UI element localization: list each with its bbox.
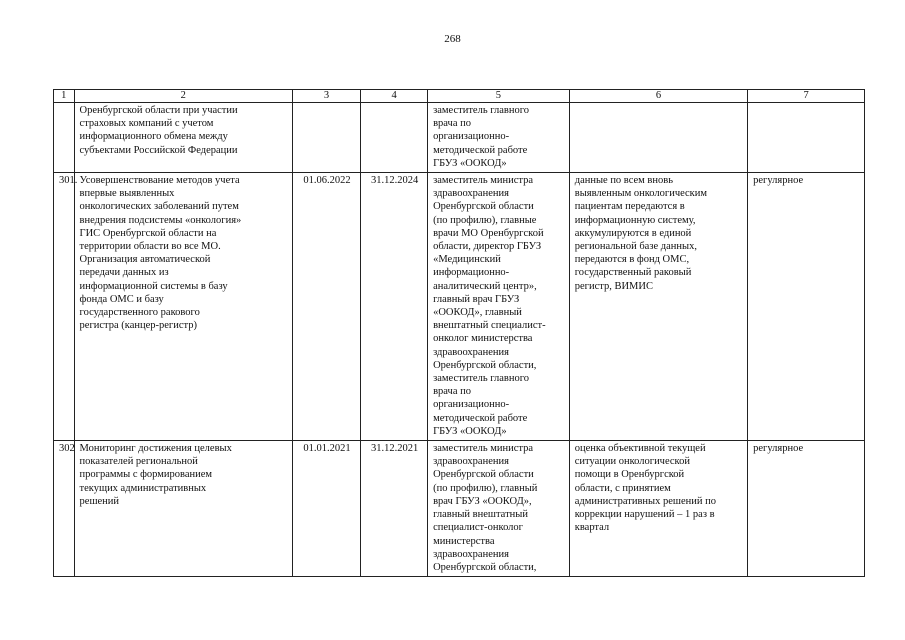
cell-text-line: Усовершенствование методов учета	[79, 175, 240, 187]
cell-text-line: пациентам передаются в	[574, 201, 685, 213]
cell-text-line: ГБУЗ «ООКОД»	[433, 157, 507, 169]
column-header: 2	[74, 90, 292, 103]
cell-text-line: онкологических заболеваний путем	[79, 201, 239, 213]
table-row	[54, 103, 865, 173]
cell-text-line: заместитель министра	[433, 175, 534, 187]
cell-text-line: организационно-	[433, 131, 510, 143]
cell-text-line: оценка объективной текущей	[574, 443, 706, 455]
responsible-cell	[428, 103, 570, 173]
end-date-cell	[361, 103, 428, 173]
cell-text-line: государственного ракового	[79, 307, 200, 319]
column-header: 3	[292, 90, 360, 103]
periodicity-cell: регулярное	[748, 441, 865, 577]
cell-text-line: региональной базе данных,	[574, 241, 697, 253]
cell-text-line: информационной системы в базу	[79, 280, 228, 292]
cell-text-line: здравоохранения	[433, 346, 509, 358]
cell-text-line: решений	[79, 495, 120, 507]
row-number-cell: 301.	[54, 173, 75, 441]
cell-text-line: программы с формированием	[79, 469, 213, 481]
cell-text-line: помощи в Оренбургской	[574, 469, 685, 481]
cell-text-line: методической работе	[433, 412, 528, 424]
cell-text-line: специалист-онколог	[433, 522, 523, 534]
cell-text-line: субъектами Российской Федерации	[79, 144, 238, 156]
cell-text-line: передаются в фонд ОМС,	[574, 254, 690, 266]
column-header: 7	[748, 90, 865, 103]
cell-text-line: аккумулируются в единой	[574, 227, 692, 239]
cell-text-line: (по профилю), главный	[433, 482, 538, 494]
table-row	[54, 441, 865, 577]
cell-text-line: административных решений по	[574, 495, 716, 507]
cell-text-line: ситуации онкологической	[574, 456, 690, 468]
cell-text-line: квартал	[574, 522, 610, 534]
cell-text-line: министерства	[433, 535, 495, 547]
cell-text-line: онколог министерства	[433, 333, 533, 345]
column-header: 1	[54, 90, 75, 103]
cell-text-line: организационно-	[433, 399, 510, 411]
column-header-row	[54, 90, 865, 103]
expected-result-cell	[569, 173, 747, 441]
cell-text-line: области, с принятием	[574, 482, 671, 494]
cell-text-line: Оренбургской области	[433, 469, 534, 481]
cell-text-line: здравоохранения	[433, 456, 509, 468]
responsible-cell	[428, 441, 570, 577]
cell-text-line: фонда ОМС и базу	[79, 293, 164, 305]
cell-text-line: «Медицинский	[433, 254, 501, 266]
expected-result-cell	[569, 103, 747, 173]
column-header: 6	[569, 90, 747, 103]
row-number-cell: 302	[54, 441, 75, 577]
cell-text-line: заместитель министра	[433, 443, 534, 455]
cell-text-line: регистра (канцер-регистр)	[79, 320, 197, 332]
start-date-cell	[292, 103, 360, 173]
cell-text-line: Оренбургской области,	[433, 561, 537, 573]
cell-text-line: информационную систему,	[574, 214, 696, 226]
cell-text-line: ГБУЗ «ООКОД»	[433, 425, 507, 437]
cell-text-line: ГИС Оренбургской области на	[79, 227, 217, 239]
cell-text-line: текущих административных	[79, 482, 207, 494]
cell-text-line: врача по	[433, 386, 471, 398]
page-number: 268	[444, 33, 461, 45]
cell-text-line: Оренбургской области	[433, 201, 534, 213]
cell-text-line: выявленным онкологическим	[574, 188, 708, 200]
column-header: 5	[428, 90, 570, 103]
cell-text-line: аналитический центр»,	[433, 280, 537, 292]
end-date-cell: 31.12.2024	[361, 173, 428, 441]
start-date-cell: 01.01.2021	[292, 441, 360, 577]
cell-text-line: Организация автоматической	[79, 254, 211, 266]
cell-text-line: Оренбургской области,	[433, 359, 537, 371]
cell-text-line: врачи МО Оренбургской	[433, 227, 544, 239]
periodicity-cell: регулярное	[748, 173, 865, 441]
cell-text-line: методической работе	[433, 144, 528, 156]
cell-text-line: территории области во все МО.	[79, 241, 221, 253]
cell-text-line: внештатный специалист-	[433, 320, 546, 332]
cell-text-line: Мониторинг достижения целевых	[79, 443, 232, 455]
cell-text-line: страховых компаний с учетом	[79, 118, 214, 130]
measure-description-cell	[74, 441, 292, 577]
cell-text-line: здравоохранения	[433, 188, 509, 200]
cell-text-line: Оренбургской области при участии	[79, 105, 238, 116]
measures-table	[53, 89, 865, 577]
start-date-cell: 01.06.2022	[292, 173, 360, 441]
cell-text-line: врач ГБУЗ «ООКОД»,	[433, 495, 532, 507]
cell-text-line: информационного обмена между	[79, 131, 228, 143]
cell-text-line: (по профилю), главные	[433, 214, 537, 226]
cell-text-line: передачи данных из	[79, 267, 169, 279]
expected-result-cell	[569, 441, 747, 577]
responsible-cell	[428, 173, 570, 441]
cell-text-line: здравоохранения	[433, 548, 509, 560]
end-date-cell: 31.12.2021	[361, 441, 428, 577]
measure-description-cell	[74, 173, 292, 441]
cell-text-line: информационно-	[433, 267, 510, 279]
table-row	[54, 173, 865, 441]
column-header: 4	[361, 90, 428, 103]
cell-text-line: государственный раковый	[574, 267, 692, 279]
cell-text-line: регистр, ВИМИС	[574, 280, 653, 292]
cell-text-line: области, директор ГБУЗ	[433, 241, 542, 253]
cell-text-line: внедрения подсистемы «онкология»	[79, 214, 242, 226]
cell-text-line: главный врач ГБУЗ	[433, 293, 520, 305]
periodicity-cell	[748, 103, 865, 173]
cell-text-line: данные по всем вновь	[574, 175, 673, 187]
cell-text-line: заместитель главного	[433, 373, 530, 385]
cell-text-line: показателей региональной	[79, 456, 198, 468]
cell-text-line: «ООКОД», главный	[433, 307, 522, 319]
row-number-cell	[54, 103, 75, 173]
cell-text-line: коррекции нарушений – 1 раз в	[574, 509, 715, 521]
cell-text-line: главный внештатный	[433, 509, 528, 521]
cell-text-line: врача по	[433, 118, 471, 130]
measure-description-cell	[74, 103, 292, 173]
cell-text-line: впервые выявленных	[79, 188, 175, 200]
cell-text-line: заместитель главного	[433, 105, 530, 116]
